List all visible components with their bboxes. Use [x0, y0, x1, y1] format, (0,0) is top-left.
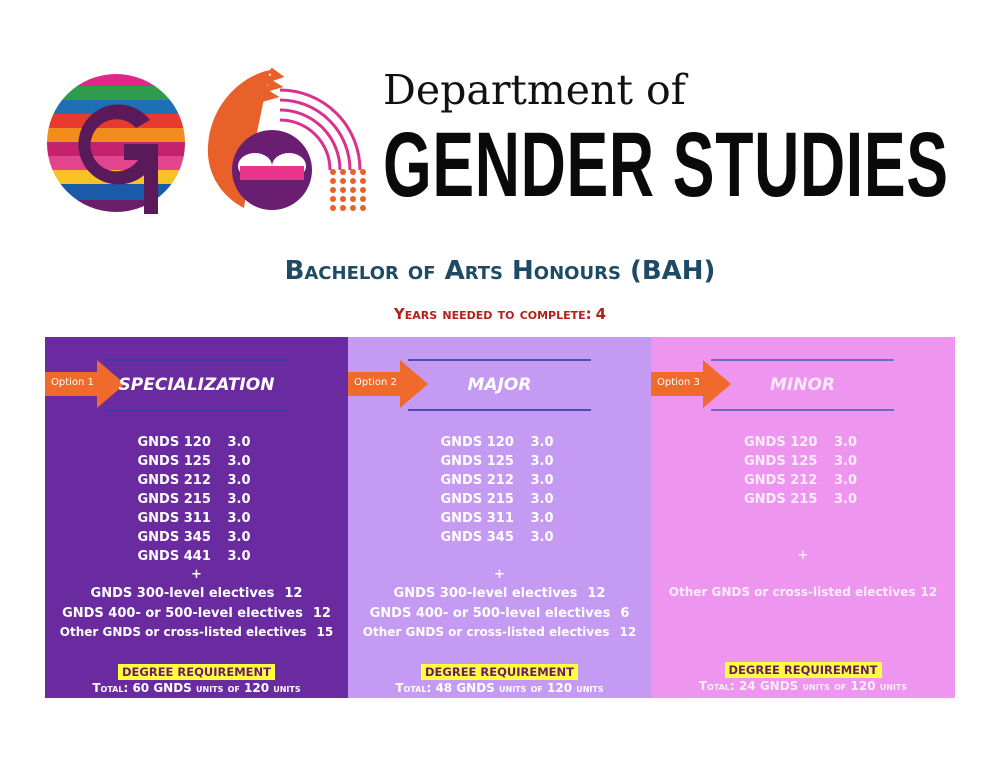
option-title: SPECIALIZATION — [118, 375, 275, 395]
course-units: 3.0 — [530, 473, 554, 488]
elective-units: 12 — [920, 585, 938, 599]
course-row — [348, 452, 651, 471]
course-units: 3.0 — [530, 530, 554, 545]
course-units: 3.0 — [227, 435, 251, 450]
elective-row — [45, 604, 348, 624]
course-code: GNDS 215 — [440, 492, 514, 507]
elective-label: GNDS 400- or 500-level electives — [369, 605, 611, 621]
course-code: GNDS 212 — [440, 473, 514, 488]
option-label: Option 3 — [657, 377, 700, 388]
course-units: 3.0 — [227, 454, 251, 469]
option-major-column — [348, 337, 651, 698]
course-units: 3.0 — [530, 435, 554, 450]
course-list — [45, 433, 348, 566]
course-row — [651, 471, 955, 490]
elective-row — [348, 584, 651, 604]
course-row — [348, 490, 651, 509]
gender-studies-g-logo — [46, 72, 194, 214]
elective-units: 6 — [620, 605, 630, 621]
divider-top — [711, 359, 894, 361]
degree-requirement-badge: DEGREE REQUIREMENT — [118, 664, 275, 680]
department-name-heading: GENDER STUDIES — [383, 114, 949, 216]
course-code: GNDS 345 — [440, 530, 514, 545]
elective-row — [651, 583, 955, 603]
course-units: 3.0 — [834, 454, 858, 469]
course-code: GNDS 125 — [440, 454, 514, 469]
elective-label: GNDS 300-level electives — [393, 586, 578, 601]
option-minor-column — [651, 337, 955, 698]
elective-row — [348, 604, 651, 624]
course-row — [348, 433, 651, 452]
divider-bottom — [105, 409, 288, 411]
option-label: Option 1 — [51, 377, 94, 388]
electives-list — [45, 584, 348, 643]
course-row — [651, 433, 955, 452]
program-title: Bachelor of Arts Honours (BAH) — [284, 256, 716, 286]
course-code: GNDS 212 — [137, 473, 211, 488]
elective-units: 12 — [619, 625, 637, 639]
course-row — [45, 509, 348, 528]
years-needed — [0, 305, 1000, 323]
course-code: GNDS 345 — [137, 530, 211, 545]
course-list — [651, 433, 955, 509]
course-code: GNDS 125 — [137, 454, 211, 469]
divider-bottom — [711, 409, 894, 411]
divider-bottom — [408, 409, 591, 411]
course-list — [348, 433, 651, 547]
course-units: 3.0 — [834, 435, 858, 450]
total-units: Total: 60 GNDS units of 120 units — [92, 681, 301, 695]
electives-list — [651, 583, 955, 603]
elective-label: GNDS 400- or 500-level electives — [62, 605, 303, 621]
plus-sign: + — [797, 548, 809, 563]
course-units: 3.0 — [530, 454, 554, 469]
department-emblem-logo — [200, 66, 380, 216]
years-value: 4 — [595, 305, 607, 323]
elective-label: GNDS 300-level electives — [90, 586, 275, 601]
elective-units: 12 — [284, 586, 303, 601]
course-code: GNDS 120 — [137, 435, 211, 450]
elective-units: 15 — [316, 625, 334, 639]
option-title: MINOR — [769, 375, 835, 395]
department-of-heading: Department of — [383, 66, 686, 114]
degree-requirement — [651, 659, 955, 678]
course-row — [45, 528, 348, 547]
total-units: Total: 48 GNDS units of 120 units — [395, 681, 604, 695]
course-row — [45, 547, 348, 566]
course-units: 3.0 — [227, 549, 251, 564]
course-units: 3.0 — [227, 473, 251, 488]
divider-top — [105, 359, 288, 361]
electives-list — [348, 584, 651, 643]
degree-requirement-badge: DEGREE REQUIREMENT — [725, 662, 882, 678]
course-code: GNDS 125 — [744, 454, 818, 469]
course-row — [348, 471, 651, 490]
elective-label: Other GNDS or cross-listed electives — [59, 625, 307, 639]
degree-requirement — [348, 661, 651, 680]
course-code: GNDS 311 — [137, 511, 211, 526]
course-code: GNDS 215 — [744, 492, 818, 507]
course-units: 3.0 — [530, 511, 554, 526]
elective-units: 12 — [587, 586, 606, 601]
total-units: Total: 24 GNDS units of 120 units — [698, 679, 908, 693]
plus-sign: + — [191, 567, 202, 582]
course-code: GNDS 120 — [744, 435, 818, 450]
course-code: GNDS 311 — [440, 511, 514, 526]
years-label: Years needed to complete: — [393, 305, 592, 323]
course-units: 3.0 — [227, 511, 251, 526]
elective-label: Other GNDS or cross-listed electives — [668, 585, 916, 599]
course-units: 3.0 — [227, 492, 251, 507]
option-label: Option 2 — [354, 377, 397, 388]
course-units: 3.0 — [834, 473, 858, 488]
elective-label: Other GNDS or cross-listed electives — [362, 625, 610, 639]
course-units: 3.0 — [834, 492, 858, 507]
option-specialization-column — [45, 337, 348, 698]
course-row — [651, 452, 955, 471]
course-row — [348, 509, 651, 528]
course-code: GNDS 212 — [744, 473, 818, 488]
course-row — [45, 452, 348, 471]
divider-top — [408, 359, 591, 361]
degree-requirement-badge: DEGREE REQUIREMENT — [421, 664, 578, 680]
course-code: GNDS 441 — [137, 549, 211, 564]
degree-requirement — [45, 661, 348, 680]
course-row — [45, 490, 348, 509]
elective-row — [45, 584, 348, 604]
elective-row — [45, 623, 348, 643]
plus-sign: + — [494, 567, 505, 582]
course-row — [348, 528, 651, 547]
course-code: GNDS 215 — [137, 492, 211, 507]
elective-row — [348, 623, 651, 643]
course-code: GNDS 120 — [440, 435, 514, 450]
course-units: 3.0 — [530, 492, 554, 507]
course-row — [651, 490, 955, 509]
course-row — [45, 471, 348, 490]
elective-units: 12 — [312, 605, 331, 621]
option-title: MAJOR — [467, 375, 532, 395]
course-row — [45, 433, 348, 452]
course-units: 3.0 — [227, 530, 251, 545]
